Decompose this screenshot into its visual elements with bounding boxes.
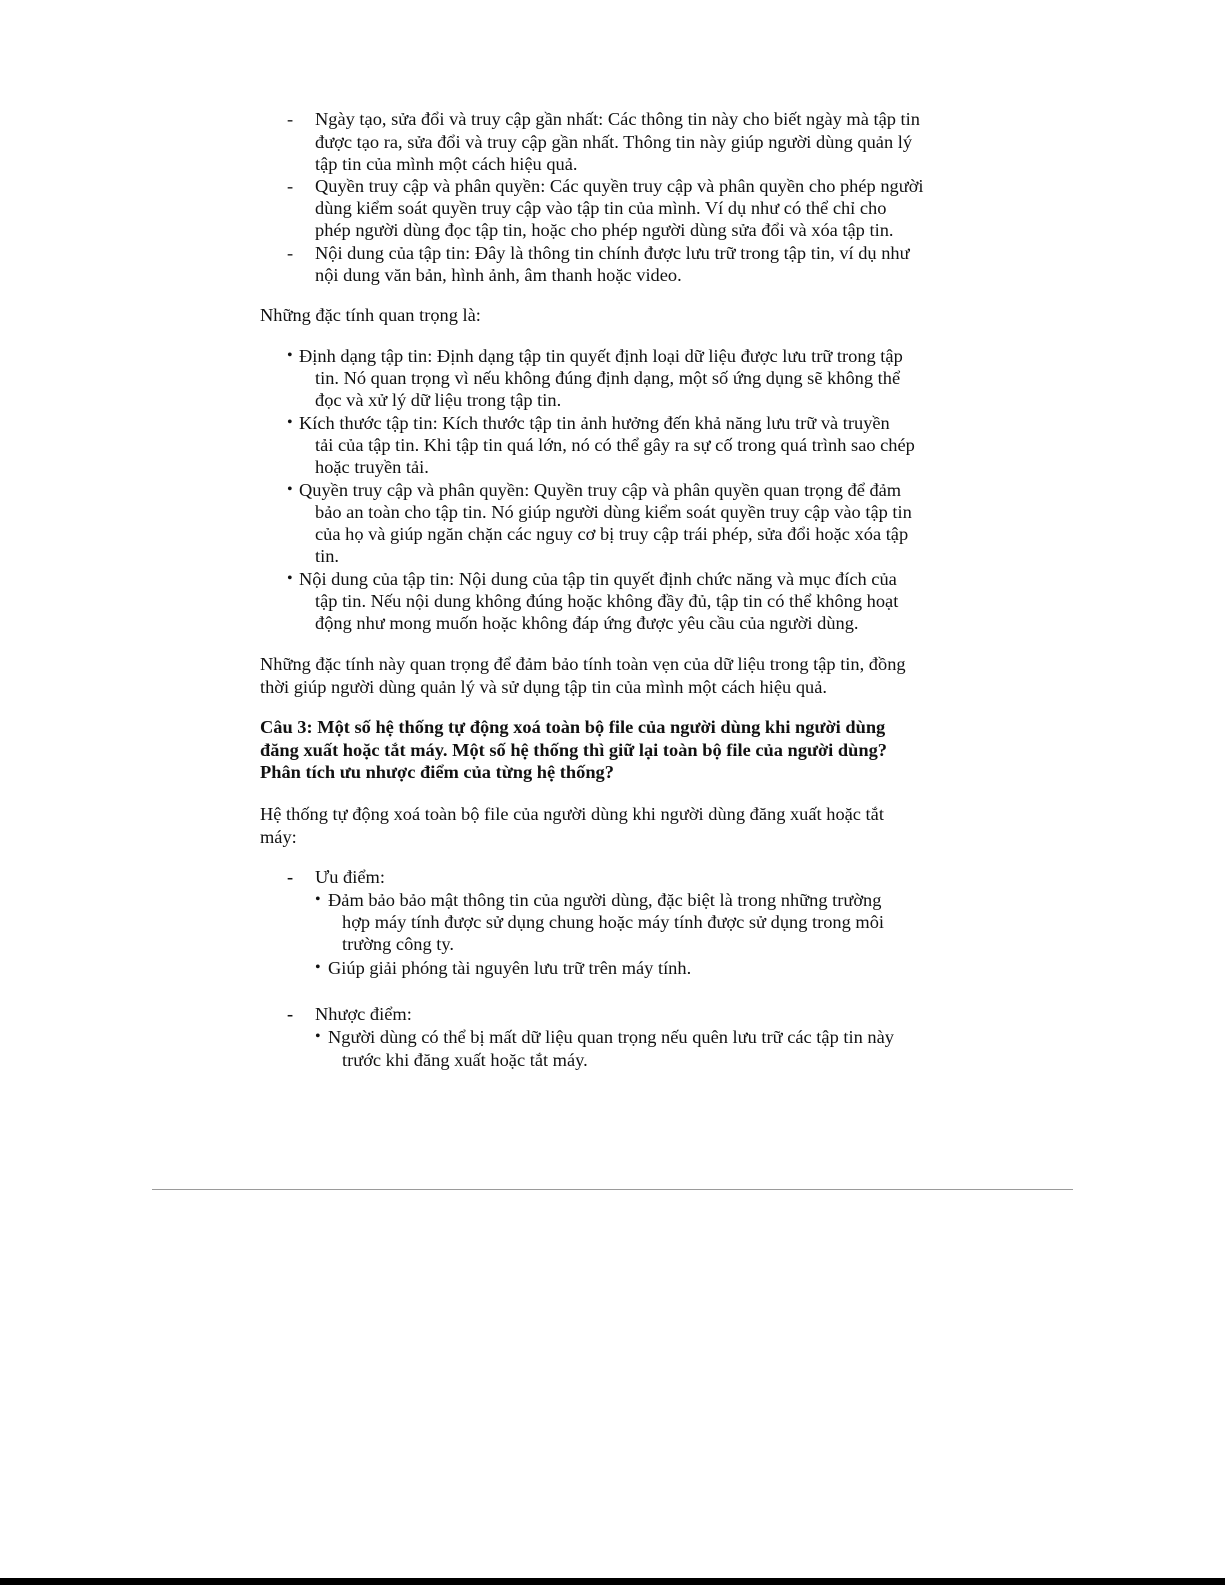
list-marker: - <box>287 109 294 129</box>
list-item-line: Quyền truy cập và phân quyền: Quyền truy cập và phân quyền quan trọng để đảm <box>299 480 902 500</box>
list-bullet: • <box>287 347 293 364</box>
list-bullet: • <box>287 570 293 587</box>
list-item-line: Nội dung của tập tin: Đây là thông tin chính được lưu trữ trong tập tin, ví dụ như <box>315 243 910 263</box>
list-item-line: tập tin của mình một cách hiệu quả. <box>315 154 578 174</box>
heading-line: đăng xuất hoặc tắt máy. Một số hệ thống thì giữ lại toàn bộ file của người dùng? <box>260 740 887 760</box>
list-marker: - <box>287 176 294 196</box>
list-bullet: • <box>287 481 293 498</box>
list-item-line: của họ và giúp ngăn chặn các nguy cơ bị truy cập trái phép, sửa đổi hoặc xóa tập <box>315 524 909 544</box>
list-item-line: Quyền truy cập và phân quyền: Các quyền truy cập và phân quyền cho phép người <box>315 176 924 196</box>
list-item-line: Nội dung của tập tin: Nội dung của tập tin quyết định chức năng và mục đích của <box>299 569 897 589</box>
list-item-line: hợp máy tính được sử dụng chung hoặc máy tính được sử dụng trong môi <box>342 912 885 932</box>
heading-line: Câu 3: Một số hệ thống tự động xoá toàn bộ file của người dùng khi người dùng <box>260 717 886 737</box>
list-item-line: tập tin. Nếu nội dung không đúng hoặc không đầy đủ, tập tin có thể không hoạt <box>315 591 899 611</box>
list-item-line: trường công ty. <box>342 934 454 954</box>
list-item-line: Người dùng có thể bị mất dữ liệu quan trọng nếu quên lưu trữ các tập tin này <box>328 1027 894 1047</box>
list-item-line: trước khi đăng xuất hoặc tắt máy. <box>342 1050 588 1070</box>
list-bullet: • <box>287 414 293 431</box>
cons-label: Nhược điểm: <box>315 1004 412 1024</box>
paragraph-line: Hệ thống tự động xoá toàn bộ file của người dùng khi người dùng đăng xuất hoặc tắt <box>260 804 884 824</box>
list-item-line: tin. Nó quan trọng vì nếu không đúng định dạng, một số ứng dụng sẽ không thể <box>315 368 901 388</box>
list-item-line: Đảm bảo bảo mật thông tin của người dùng, đặc biệt là trong những trường <box>328 890 882 910</box>
paragraph-line: thời giúp người dùng quản lý và sử dụng tập tin của mình một cách hiệu quả. <box>260 677 828 697</box>
list-bullet: • <box>315 891 321 908</box>
pros-label: Ưu điểm: <box>315 867 385 887</box>
list-item-line: nội dung văn bản, hình ảnh, âm thanh hoặc video. <box>315 265 682 285</box>
list-item-line: hoặc truyền tải. <box>315 457 429 477</box>
list-marker: - <box>287 1004 294 1024</box>
list-item-line: Định dạng tập tin: Định dạng tập tin quyết định loại dữ liệu được lưu trữ trong tập <box>299 346 903 366</box>
list-marker: - <box>287 243 294 263</box>
list-item-line: động như mong muốn hoặc không đáp ứng được yêu cầu của người dùng. <box>315 613 859 633</box>
list-item-line: tải của tập tin. Khi tập tin quá lớn, nó có thể gây ra sự cố trong quá trình sao chép <box>315 435 915 455</box>
list-item-line: bảo an toàn cho tập tin. Nó giúp người dùng kiểm soát quyền truy cập vào tập tin <box>315 502 912 522</box>
list-item-line: đọc và xử lý dữ liệu trong tập tin. <box>315 390 562 410</box>
bottom-edge-bar <box>0 1578 1225 1585</box>
list-item-line: tin. <box>315 546 340 566</box>
list-item-line: dùng kiểm soát quyền truy cập vào tập tin của mình. Ví dụ như có thể chỉ cho <box>315 198 887 218</box>
paragraph-line: Những đặc tính này quan trọng để đảm bảo tính toàn vẹn của dữ liệu trong tập tin, đồng <box>260 654 906 674</box>
list-item-line: Giúp giải phóng tài nguyên lưu trữ trên máy tính. <box>328 958 692 978</box>
list-bullet: • <box>315 959 321 976</box>
list-item-line: được tạo ra, sửa đổi và truy cập gần nhất. Thông tin này giúp người dùng quản lý <box>315 132 913 152</box>
list-marker: - <box>287 867 294 887</box>
list-item-line: phép người dùng đọc tập tin, hoặc cho phép người dùng sửa đổi và xóa tập tin. <box>315 220 894 240</box>
list-item-line: Ngày tạo, sửa đổi và truy cập gần nhất: Các thông tin này cho biết ngày mà tập tin <box>315 109 920 129</box>
page-divider <box>152 1189 1073 1190</box>
heading-line: Phân tích ưu nhược điểm của từng hệ thống? <box>260 762 614 782</box>
important-intro: Những đặc tính quan trọng là: <box>260 305 481 325</box>
paragraph-line: máy: <box>260 827 297 847</box>
list-item-line: Kích thước tập tin: Kích thước tập tin ảnh hưởng đến khả năng lưu trữ và truyền <box>299 413 890 433</box>
list-bullet: • <box>315 1028 321 1045</box>
